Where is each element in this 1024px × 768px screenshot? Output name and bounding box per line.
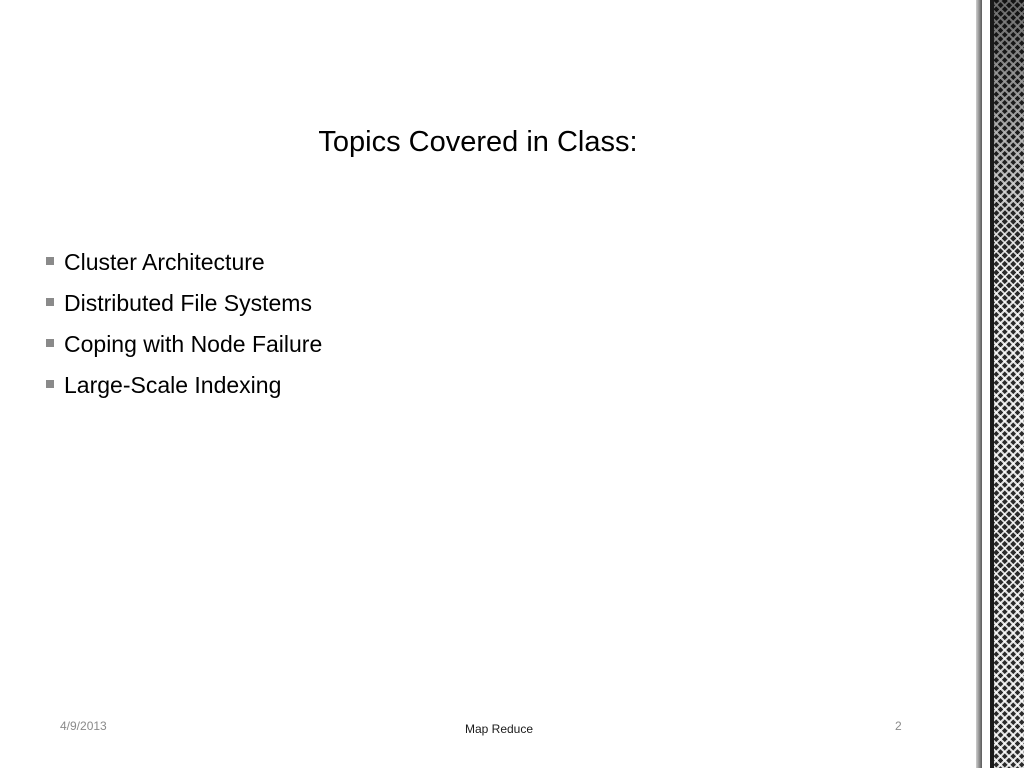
slide-title: Topics Covered in Class: <box>318 126 638 158</box>
footer-title: Map Reduce <box>464 722 534 736</box>
bullet-text: Cluster Architecture <box>64 249 265 275</box>
decorative-pattern-strip <box>994 0 1024 768</box>
slide-number: 2 <box>895 719 902 733</box>
footer-date: 4/9/2013 <box>60 719 107 733</box>
list-item <box>44 242 322 283</box>
list-item <box>44 324 322 365</box>
square-bullet-icon <box>46 298 54 306</box>
bullet-text: Large-Scale Indexing <box>64 372 282 398</box>
square-bullet-icon <box>46 257 54 265</box>
bullet-text: Coping with Node Failure <box>64 331 323 357</box>
bullet-list <box>44 242 322 406</box>
bullet-text: Distributed File Systems <box>64 290 312 316</box>
square-bullet-icon <box>46 339 54 347</box>
list-item <box>44 365 322 406</box>
square-bullet-icon <box>46 380 54 388</box>
edge-gap <box>982 0 990 768</box>
list-item <box>44 283 322 324</box>
